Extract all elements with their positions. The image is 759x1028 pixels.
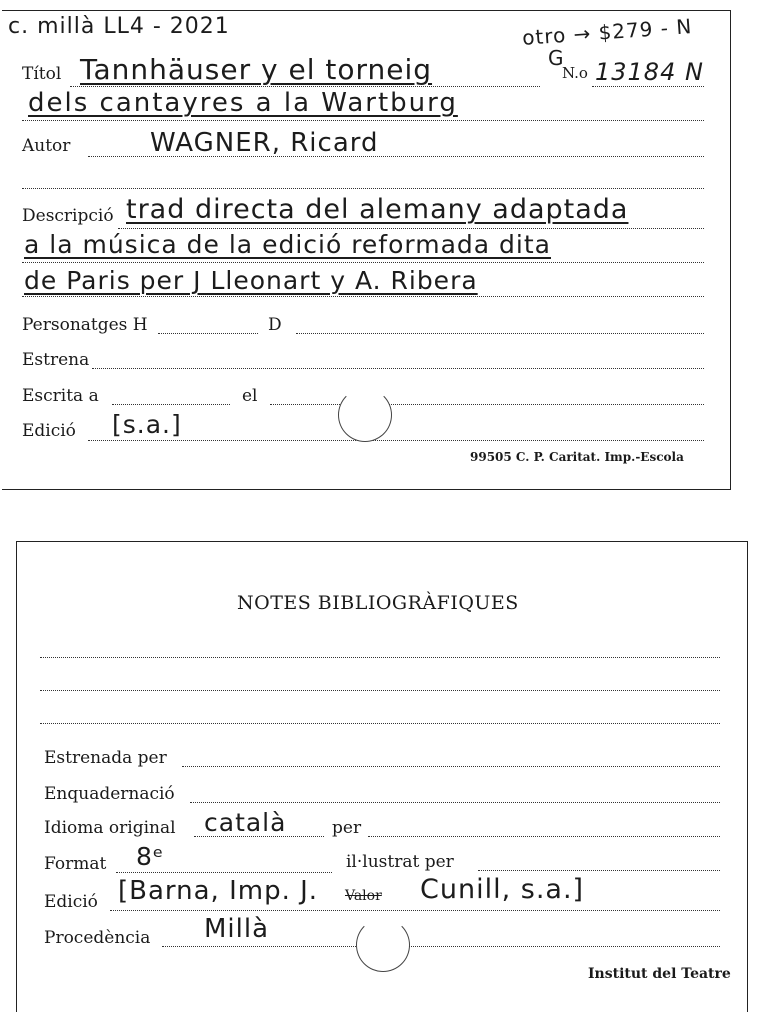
descripcio-line-2 [22, 262, 704, 263]
enquadernacio-line [190, 802, 720, 803]
personatges-d-line [296, 333, 704, 334]
descripcio-line-1 [118, 228, 704, 229]
enquadernacio-label: Enquadernació [44, 784, 175, 804]
estrenada-per-label: Estrenada per [44, 748, 167, 768]
format-line [116, 872, 332, 873]
blank-line [22, 188, 704, 189]
idioma-original-label: Idioma original [44, 818, 176, 838]
numero-line [592, 86, 704, 87]
descripcio-value-line2: a la música de la edició reformada dita [24, 230, 551, 259]
estrena-label: Estrena [22, 350, 90, 370]
descripcio-value-line3: de Paris per J Lleonart y A. Ribera [24, 266, 478, 295]
format-label: Format [44, 854, 107, 874]
escrita-a-line [112, 404, 230, 405]
procedencia-label: Procedència [44, 928, 151, 948]
handwritten-other-reference: otro → $279 - N [521, 14, 694, 50]
edicio-line [88, 440, 704, 441]
illustrat-per-line [478, 870, 720, 871]
punch-hole-2 [356, 918, 410, 972]
estrena-line [92, 368, 704, 369]
procedencia-line [162, 946, 720, 947]
titol-value-line2: dels cantayres a la Wartburg [28, 88, 458, 118]
escrita-a-label: Escrita a [22, 386, 99, 406]
titol-value-line1: Tannhäuser y el torneig [80, 53, 433, 86]
per-label: per [332, 818, 362, 838]
procedencia-value: Millà [204, 914, 270, 944]
estrenada-per-line [182, 766, 720, 767]
printer-footer: 99505 C. P. Caritat. Imp.-Escola [470, 450, 684, 464]
descripcio-label: Descripció [22, 206, 114, 226]
notes-line-3 [40, 723, 720, 724]
autor-value: WAGNER, Ricard [150, 128, 379, 158]
edicio-line-2 [110, 910, 720, 911]
titol-label: Títol [22, 64, 62, 84]
illustrat-per-label: il·lustrat per [346, 852, 454, 872]
edicio-label-2: Edició [44, 892, 98, 912]
el-label: el [242, 386, 258, 406]
notes-line-1 [40, 657, 720, 658]
edicio-value-2: [Barna, Imp. J. [118, 876, 319, 906]
notes-heading: NOTES BIBLIOGRÀFIQUES [237, 592, 519, 614]
titol-line-2 [22, 120, 704, 121]
valor-label: Valor [345, 888, 382, 904]
per-line [368, 836, 720, 837]
idioma-original-value: català [204, 808, 287, 837]
numero-label: N.o [562, 64, 588, 82]
autor-label: Autor [22, 136, 71, 156]
personatges-h-label: Personatges H [22, 315, 148, 335]
descripcio-line-3 [22, 296, 704, 297]
edicio-value: [s.a.] [112, 410, 182, 439]
personatges-h-line [158, 333, 258, 334]
institution-footer: Institut del Teatre [588, 966, 731, 982]
notes-line-2 [40, 690, 720, 691]
el-line [270, 404, 704, 405]
letter-mark: G [548, 46, 565, 70]
valor-value: Cunill, s.a.] [420, 874, 585, 905]
handwritten-call-number: c. millà LL4 - 2021 [8, 14, 230, 39]
titol-line-1 [70, 86, 540, 87]
personatges-d-label: D [268, 315, 282, 335]
numero-value: 13184 N [595, 58, 704, 86]
descripcio-value-line1: trad directa del alemany adaptada [126, 194, 629, 225]
edicio-label: Edició [22, 421, 76, 441]
format-value: 8ᵉ [136, 842, 165, 871]
punch-hole [338, 388, 392, 442]
